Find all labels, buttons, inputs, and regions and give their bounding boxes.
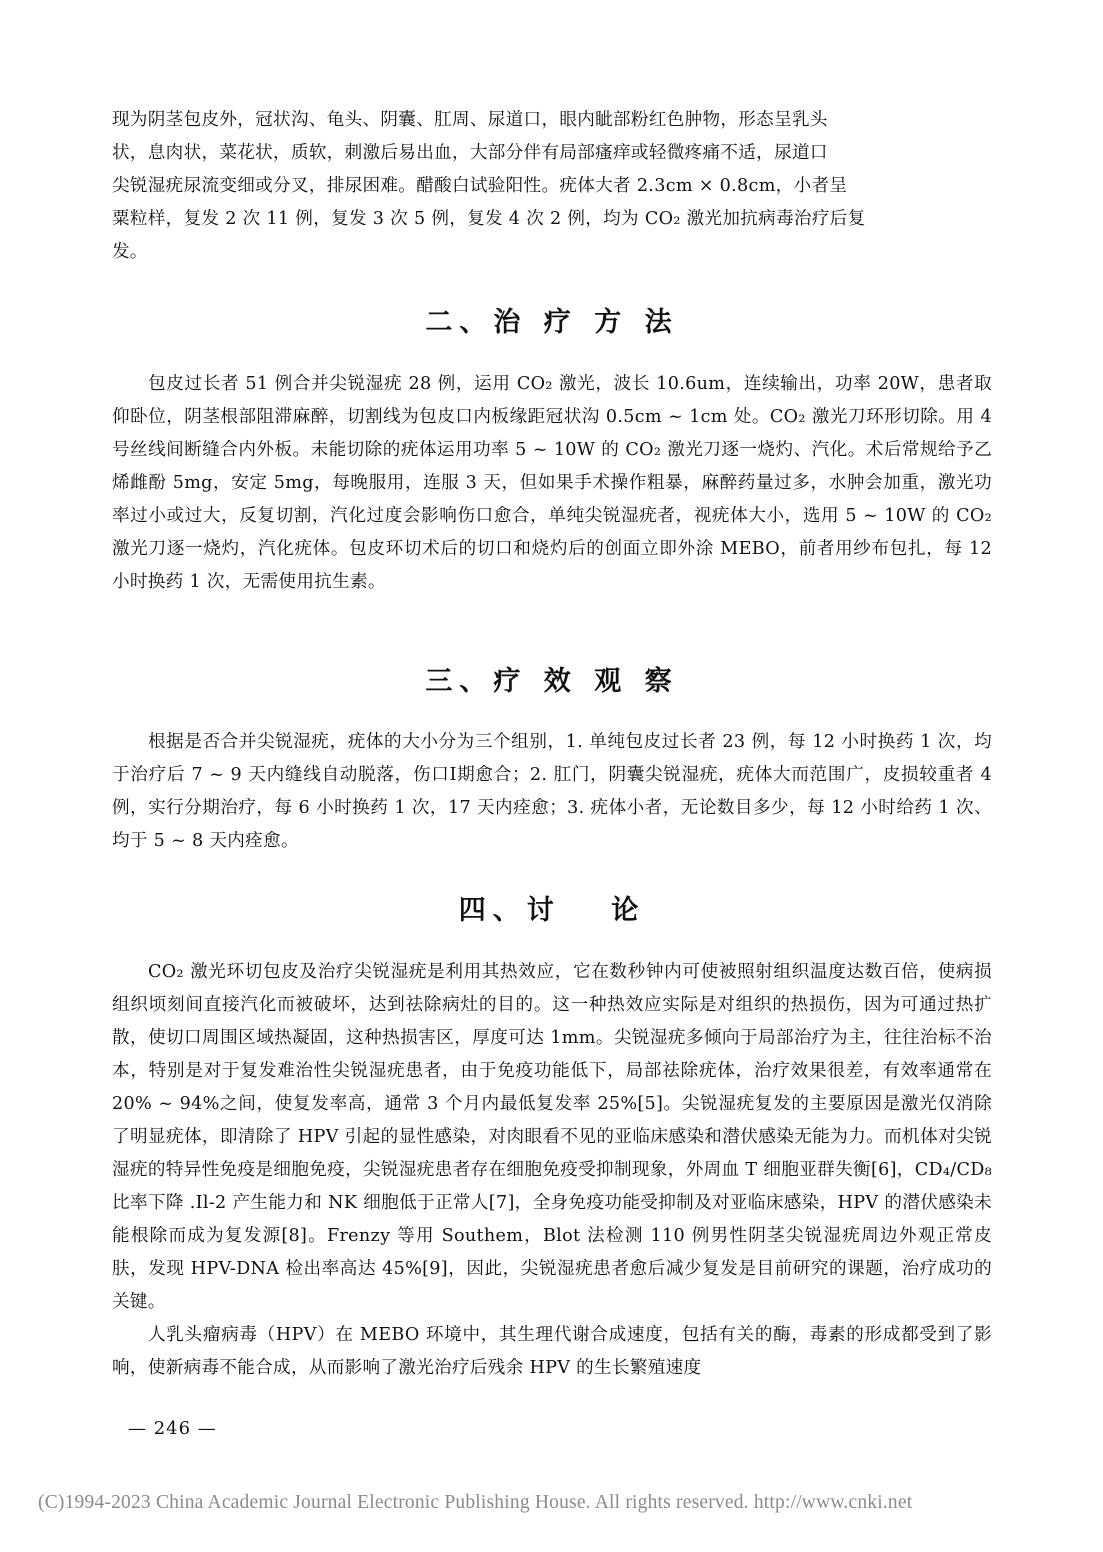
section-discussion-body bbox=[112, 956, 992, 1385]
text-line: 现为阴茎包皮外，冠状沟、龟头、阴囊、肛周、尿道口，眼内眦部粉红色肿物，形态呈乳头 bbox=[112, 110, 828, 130]
paragraph: 包皮过长者 51 例合并尖锐湿疣 28 例，运用 CO₂ 激光，波长 10.6um，连续输出，功率 20W，患者取仰卧位，阴茎根部阻滞麻醉，切割线为包皮口内板缘距冠状沟 0.5cm ~ 1cm 处。CO₂ 激光刀环形切除。用 4 号丝线间断缝合内外板。未能切除的疣体运用功率 5 ~ 10W 的 CO₂ 激光刀逐一烧灼、汽化。术后常规给予乙烯雌酚 5mg，安定 5mg，每晚服用，连服 3 天，但如果手术操作粗暴，麻醉药量过多，水肿会加重，激光功率过小或过大，反复切割，汽化过度会影响伤口愈合，单纯尖锐湿疣者，视疣体大小，选用 5 ~ 10W 的 CO₂ 激光刀逐一烧灼，汽化疣体。包皮环切术后的切口和烧灼后的创面立即外涂 MEBO，前者用纱布包扎，每 12 小时换药 1 次，无需使用抗生素。 bbox=[112, 374, 992, 592]
paragraph: CO₂ 激光环切包皮及治疗尖锐湿疣是利用其热效应，它在数秒钟内可使被照射组织温度达数百倍，使病损组织顷刻间直接汽化而被破坏，达到祛除病灶的目的。这一种热效应实际是对组织的热损伤，因为可通过热扩散，使切口周围区域热凝固，这种热损害区，厚度可达 1mm。尖锐湿疣多倾向于局部治疗为主，往往治标不治本，特别是对于复发难治性尖锐湿疣患者，由于免疫功能低下，局部祛除疣体，治疗效果很差，有效率通常在 20% ~ 94%之间，使复发率高，通常 3 个月内最低复发率 25%[5]。尖锐湿疣复发的主要原因是激光仅消除了明显疣体，即清除了 HPV 引起的显性感染，对肉眼看不见的亚临床感染和潜伏感染无能为力。而机体对尖锐湿疣的特异性免疫是细胞免疫，尖锐湿疣患者存在细胞免疫受抑制现象，外周血 T 细胞亚群失衡[6]，CD₄/CD₈ 比率下降 .Il-2 产生能力和 NK 细胞低于正常人[7]，全身免疫功能受抑制及对亚临床感染，HPV 的潜伏感染未能根除而成为复发源[8]。Frenzy 等用 Southem，Blot 法检测 110 例男性阴茎尖锐湿疣周边外观正常皮肤，发现 HPV-DNA 检出率高达 45%[9]，因此，尖锐湿疣患者愈后减少复发是目前研究的课题，治疗成功的关键。 bbox=[112, 962, 992, 1312]
section-treatment-method-body bbox=[112, 368, 992, 599]
copyright-footer: (C)1994-2023 China Academic Journal Electronic Publishing House. All rights reserved. http://www.cnki.net bbox=[38, 1492, 913, 1513]
paragraph: 人乳头瘤病毒（HPV）在 MEBO 环境中，其生理代谢合成速度，包括有关的酶，毒素的形成都受到了影响，使新病毒不能合成，从而影响了激光治疗后残余 HPV 的生长繁殖速度 bbox=[112, 1325, 992, 1378]
section-heading-treatment-method: 二、治 疗 方 法 bbox=[425, 307, 679, 338]
text-line: 状，息肉状，菜花状，质软，刺激后易出血，大部分伴有局部瘙痒或轻微疼痛不适，尿道口 bbox=[112, 143, 828, 163]
section-heading-discussion: 四、讨 论 bbox=[458, 895, 646, 926]
text-line: 尖锐湿疣尿流变细或分叉，排尿困难。醋酸白试验阳性。疣体大者 2.3cm × 0.8cm，小者呈 bbox=[112, 176, 848, 196]
section1-tail-text bbox=[112, 104, 992, 269]
page-number: — 246 — bbox=[128, 1418, 217, 1439]
text-line: 发。 bbox=[112, 242, 148, 262]
text-line: 粟粒样，复发 2 次 11 例，复发 3 次 5 例，复发 4 次 2 例，均为 CO₂ 激光加抗病毒治疗后复 bbox=[112, 209, 866, 229]
section-efficacy-observation-body bbox=[112, 726, 992, 858]
paragraph: 根据是否合并尖锐湿疣，疣体的大小分为三个组别，1. 单纯包皮过长者 23 例，每 12 小时换药 1 次，均于治疗后 7 ~ 9 天内缝线自动脱落，伤口Ⅰ期愈合；2. 肛门，阴囊尖锐湿疣，疣体大而范围广，皮损较重者 4 例，实行分期治疗，每 6 小时换药 1 次，17 天内痊愈；3. 疣体小者，无论数目多少，每 12 小时给药 1 次、均于 5 ~ 8 天内痊愈。 bbox=[112, 732, 992, 851]
section-heading-efficacy-observation: 三、疗 效 观 察 bbox=[425, 666, 679, 697]
